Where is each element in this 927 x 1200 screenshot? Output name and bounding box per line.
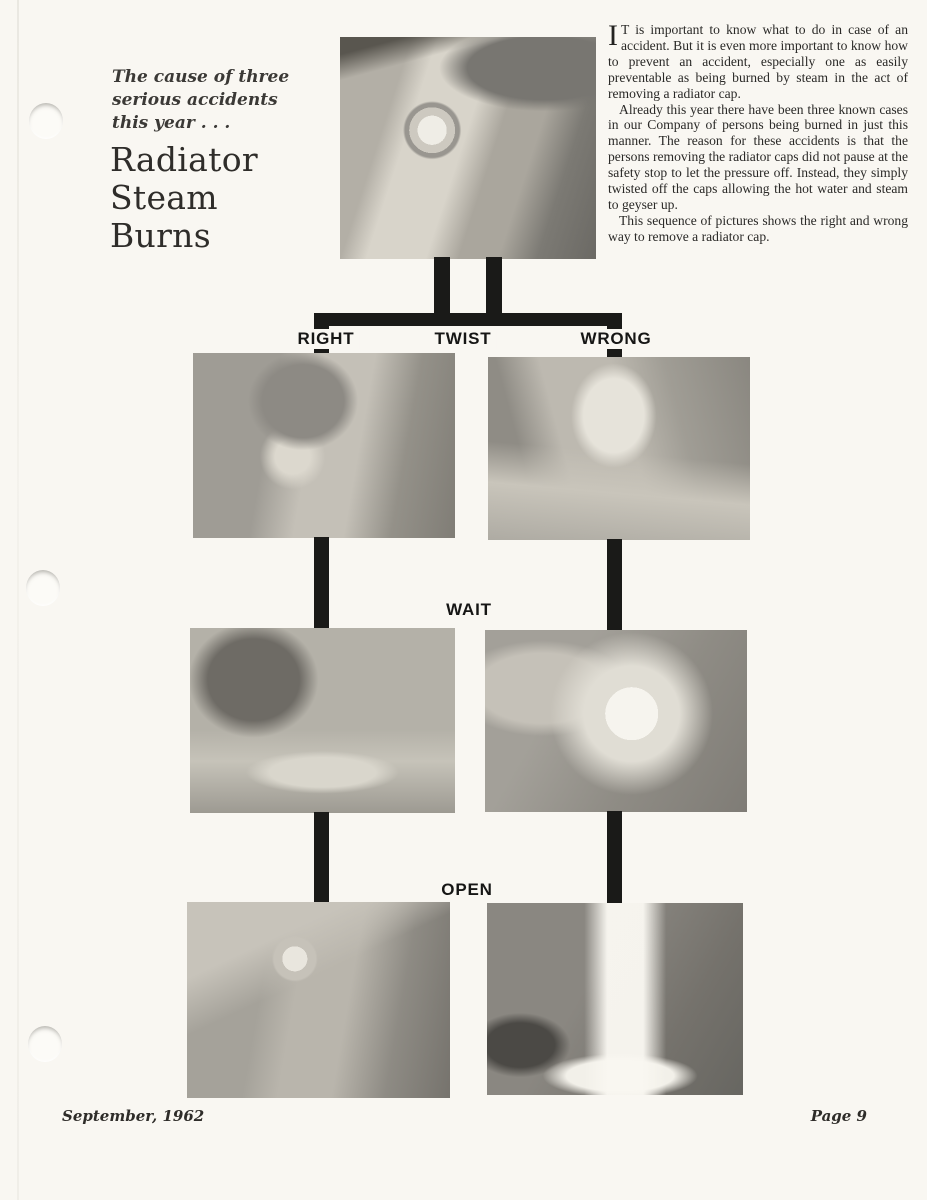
punch-hole-middle bbox=[26, 570, 60, 606]
article-body bbox=[608, 19, 908, 245]
photo-radiator-cap bbox=[340, 37, 596, 259]
connector-right-mid2 bbox=[607, 811, 622, 904]
paragraph-2: Already this year there have been three known cases in our Company of persons being burned in just this manner. The reason for these accidents is that the persons removing the radiator caps did not pause at the safety stop to let the pressure off. Instead, they simply twisted off the caps allowing the hot water and steam to geyser up. bbox=[608, 101, 908, 212]
title-line-2: Steam bbox=[110, 178, 218, 217]
title-line-3: Burns bbox=[110, 216, 211, 255]
connector-top-left bbox=[434, 257, 450, 315]
label-right: RIGHT bbox=[293, 329, 360, 349]
connector-right-mid1 bbox=[607, 539, 622, 631]
photo-open-right-way bbox=[187, 902, 450, 1098]
dropcap-initial: I bbox=[608, 19, 618, 52]
punch-hole-bottom bbox=[28, 1026, 62, 1062]
label-twist: TWIST bbox=[430, 329, 497, 349]
title-line-1: Radiator bbox=[110, 140, 258, 179]
paragraph-1 bbox=[608, 19, 908, 102]
label-wrong: WRONG bbox=[575, 329, 656, 349]
label-wait: WAIT bbox=[441, 600, 497, 620]
photo-wait-right-way bbox=[190, 628, 455, 813]
paragraph-3: This sequence of pictures shows the right and wrong way to remove a radiator cap. bbox=[608, 212, 908, 244]
paragraph-1-text: T is important to know what to do in case of an accident. But it is even more important to know how to prevent an accident, especially one as easily preventable as being burned by steam in the act of removing a radiator cap. bbox=[608, 22, 908, 101]
page-edge-shadow bbox=[17, 0, 19, 1200]
photo-twist-right-way bbox=[193, 353, 455, 538]
connector-horizontal-bar bbox=[314, 313, 622, 326]
footer-date: September, 1962 bbox=[62, 1107, 205, 1125]
connector-left-mid1 bbox=[314, 537, 329, 629]
article-title bbox=[110, 141, 258, 255]
connector-left-mid2 bbox=[314, 812, 329, 903]
article-kicker: The cause of three serious accidents this year . . . bbox=[112, 67, 290, 133]
photo-open-wrong-way bbox=[487, 903, 743, 1095]
photo-wait-wrong-way bbox=[485, 630, 747, 812]
photo-twist-wrong-way bbox=[488, 357, 750, 540]
label-open: OPEN bbox=[436, 880, 497, 900]
footer-page-number: Page 9 bbox=[810, 1107, 867, 1125]
punch-hole-top bbox=[29, 103, 63, 139]
connector-top-right bbox=[486, 257, 502, 315]
